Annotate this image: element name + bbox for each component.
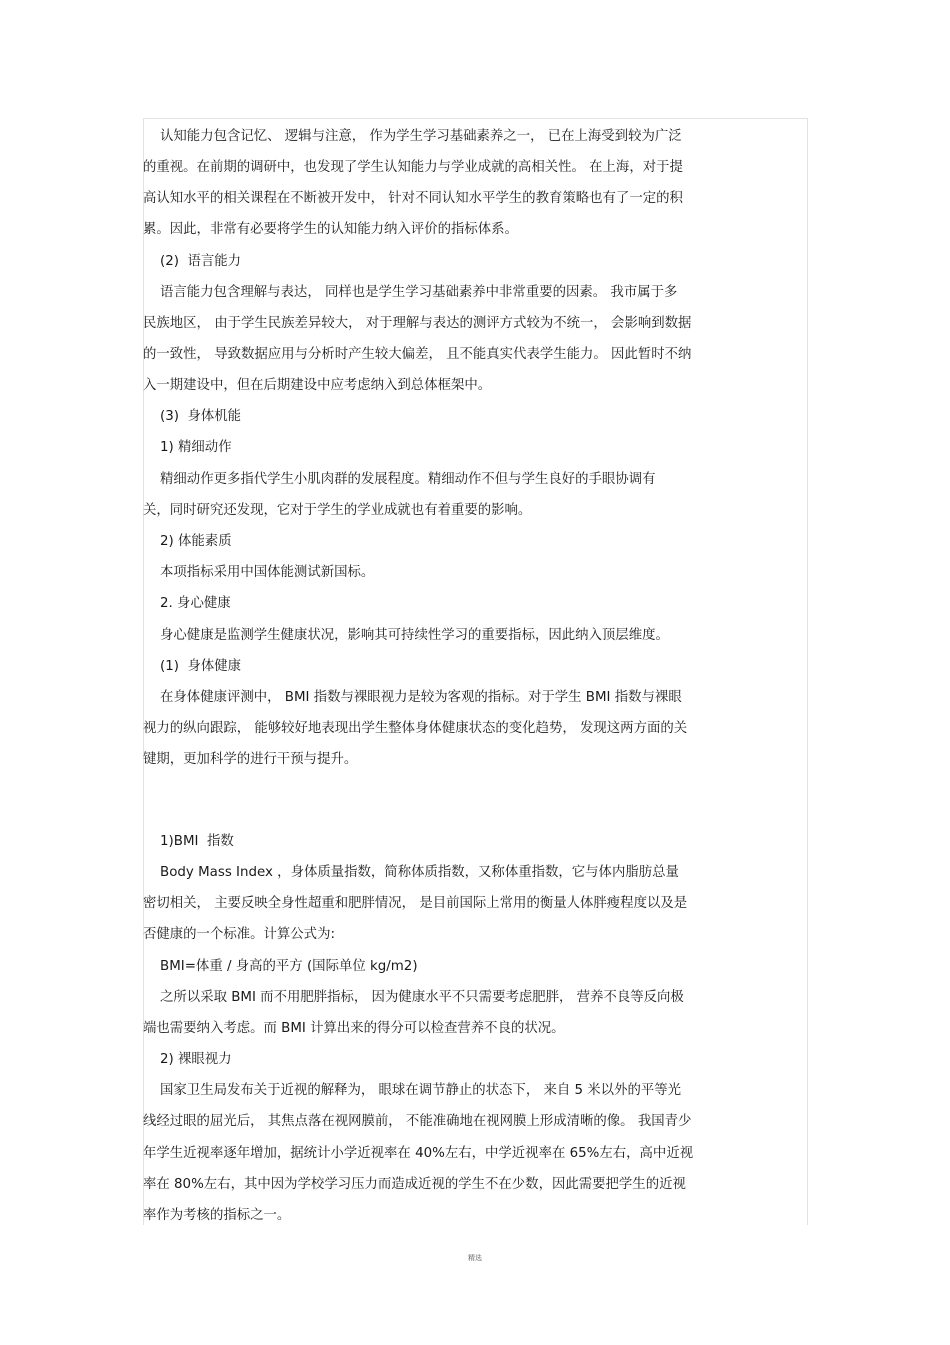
paragraph-line: 年学生近视率逐年增加，据统计小学近视率在 40%左右，中学近视率在 65%左右，高中近视 (143, 1146, 694, 1161)
paragraph-line: 累。因此，非常有必要将学生的认知能力纳入评价的指标体系。 (143, 222, 518, 237)
paragraph-line: 高认知水平的相关课程在不断被开发中， 针对不同认知水平学生的教育策略也有了一定的积 (143, 191, 683, 206)
paragraph-line: 的重视。在前期的调研中，也发现了学生认知能力与学业成就的高相关性。 在上海，对于提 (143, 160, 683, 175)
paragraph-line: 键期，更加科学的进行干预与提升。 (143, 752, 358, 767)
subsection-heading: 2) 体能素质 (143, 534, 232, 549)
paragraph-line: 视力的纵向跟踪， 能够较好地表现出学生整体身体健康状态的变化趋势， 发现这两方面的关 (143, 721, 688, 736)
paragraph-line: 精细动作更多指代学生小肌肉群的发展程度。精细动作不但与学生良好的手眼协调有 (143, 472, 656, 487)
paragraph-line: 端也需要纳入考虑。而 BMI 计算出来的得分可以检查营养不良的状况。 (143, 1021, 565, 1036)
subsection-heading: 1) 精细动作 (143, 440, 232, 455)
paragraph-line: 率在 80%左右，其中因为学校学习压力而造成近视的学生不在少数，因此需要把学生的近视 (143, 1177, 686, 1192)
section-heading: (3) 身体机能 (143, 409, 242, 424)
paragraph-line: 语言能力包含理解与表达， 同样也是学生学习基础素养中非常重要的因素。 我市属于多 (143, 285, 678, 300)
paragraph-line: Body Mass Index ，身体质量指数，简称体质指数，又称体重指数，它与体内脂肪总量 (143, 865, 679, 880)
page-frame-top (143, 118, 807, 119)
paragraph-line: 民族地区， 由于学生民族差异较大， 对于理解与表达的测评方式较为不统一， 会影响到数据 (143, 316, 692, 331)
paragraph-line: 线经过眼的屈光后， 其焦点落在视网膜前， 不能准确地在视网膜上形成清晰的像。 我国青少 (143, 1114, 692, 1129)
subsection-heading: 1)BMI 指数 (143, 834, 234, 849)
paragraph-line: 否健康的一个标准。计算公式为: (143, 927, 335, 942)
page-footer: 精选 (468, 1254, 482, 1262)
paragraph-line: 之所以采取 BMI 而不用肥胖指标， 因为健康水平不只需要考虑肥胖， 营养不良等反向极 (143, 990, 684, 1005)
paragraph-line: 本项指标采用中国体能测试新国标。 (143, 565, 375, 580)
paragraph-line: 率作为考核的指标之一。 (143, 1208, 291, 1223)
section-heading: (2) 语言能力 (143, 254, 242, 269)
paragraph-line: 入一期建设中，但在后期建设中应考虑纳入到总体框架中。 (143, 378, 492, 393)
formula-line: BMI=体重 / 身高的平方 (国际单位 kg/m2) (143, 959, 418, 974)
paragraph-line: 密切相关， 主要反映全身性超重和肥胖情况， 是目前国际上常用的衡量人体胖瘦程度以及是 (143, 896, 688, 911)
paragraph-line: 在身体健康评测中， BMI 指数与裸眼视力是较为客观的指标。对于学生 BMI 指数与裸眼 (143, 690, 682, 705)
paragraph-line: 身心健康是监测学生健康状况，影响其可持续性学习的重要指标，因此纳入顶层维度。 (143, 628, 669, 643)
subsection-heading: 2) 裸眼视力 (143, 1052, 232, 1067)
paragraph-line: 关，同时研究还发现，它对于学生的学业成就也有着重要的影响。 (143, 503, 532, 518)
section-heading: (1) 身体健康 (143, 659, 242, 674)
page-frame-right (807, 118, 808, 1225)
section-heading: 2. 身心健康 (143, 596, 231, 611)
paragraph-line: 的一致性， 导致数据应用与分析时产生较大偏差， 且不能真实代表学生能力。 因此暂时不纳 (143, 347, 692, 362)
paragraph-line: 国家卫生局发布关于近视的解释为， 眼球在调节静止的状态下， 来自 5 米以外的平等光 (143, 1083, 682, 1098)
paragraph-line: 认知能力包含记忆、 逻辑与注意， 作为学生学习基础素养之一， 已在上海受到较为广泛 (143, 129, 682, 144)
